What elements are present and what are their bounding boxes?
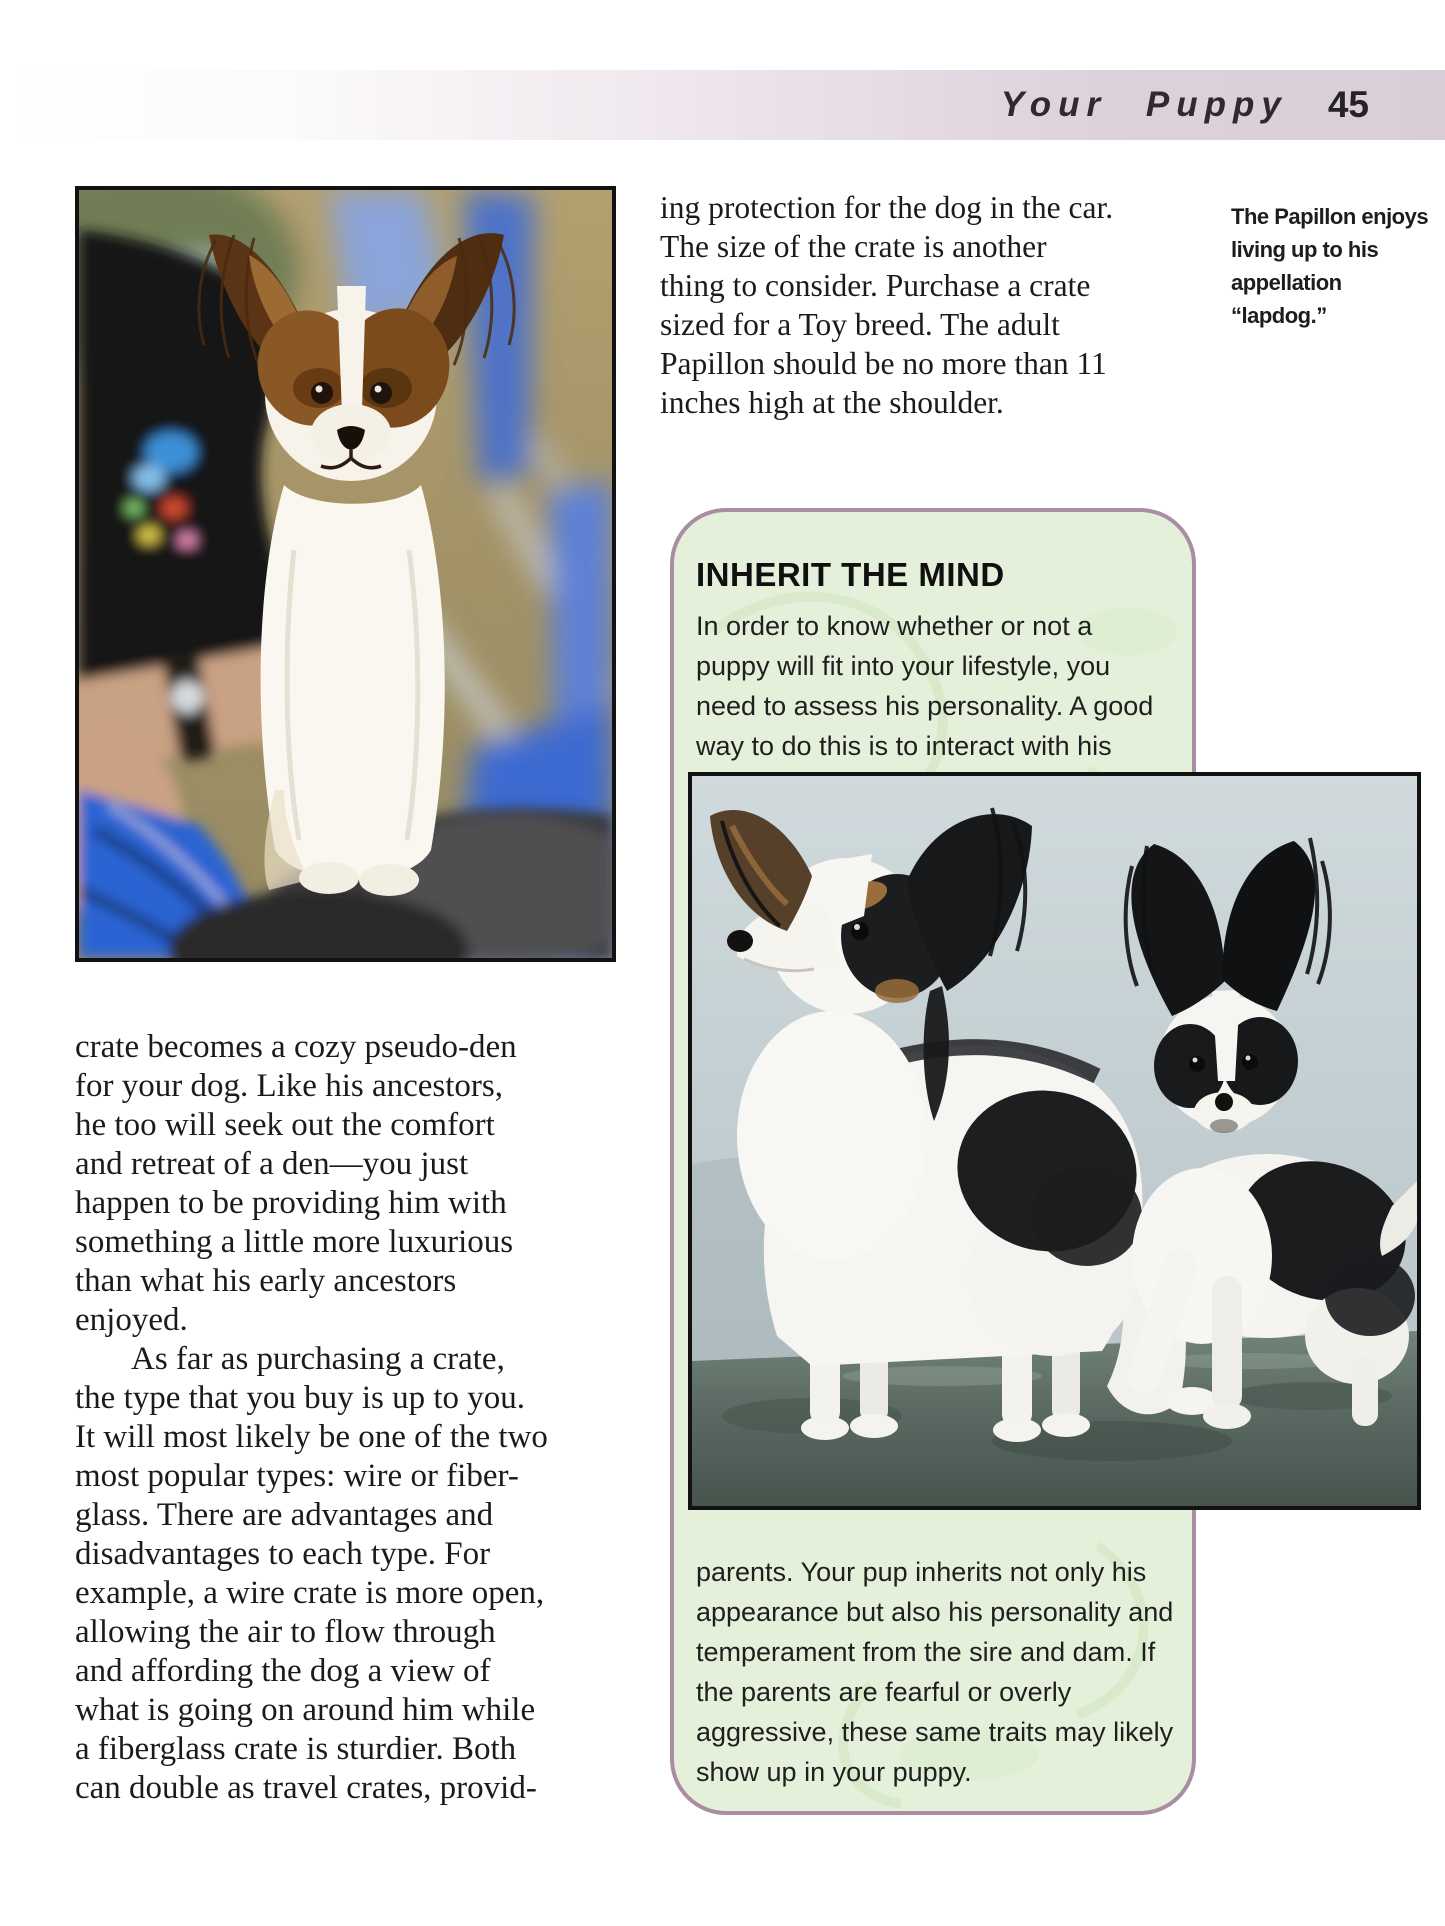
text-line: way to do this is to interact with his — [696, 731, 1112, 761]
text-line: and retreat of a den—you just — [75, 1146, 469, 1182]
text-line: ing protection for the dog in the car. — [660, 190, 1114, 225]
lap-photo-illustration — [79, 190, 612, 958]
text-line: a fiberglass crate is sturdier. Both — [75, 1731, 517, 1767]
text-line: aggressive, these same traits may likely — [696, 1717, 1174, 1747]
text-line: happen to be providing him with — [75, 1185, 507, 1221]
page-header-bar — [0, 70, 1445, 140]
text-line: something a little more luxurious — [75, 1224, 514, 1260]
text-line: The size of the crate is another — [660, 229, 1047, 264]
text-line: the parents are fearful or overly — [696, 1677, 1072, 1707]
text-line: temperament from the sire and dam. If — [696, 1637, 1156, 1667]
text-line: sized for a Toy breed. The adult — [660, 307, 1060, 342]
text-line: the type that you buy is up to you. — [75, 1380, 526, 1416]
left-column-text — [75, 1028, 655, 1808]
text-line: thing to consider. Purchase a crate — [660, 268, 1091, 303]
text-line: “lapdog.” — [1231, 303, 1327, 328]
text-line: need to assess his personality. A good — [696, 691, 1154, 721]
text-line: and affording the dog a view of — [75, 1653, 491, 1689]
text-line: Papillon should be no more than 11 — [660, 346, 1107, 381]
text-line: most popular types: wire or fiber- — [75, 1458, 519, 1494]
text-line: enjoyed. — [75, 1302, 188, 1338]
pair-photo-illustration — [692, 776, 1417, 1506]
text-line: can double as travel crates, provid- — [75, 1770, 537, 1806]
page-title: Your Puppy — [1000, 85, 1288, 124]
text-line: for your dog. Like his ancestors, — [75, 1068, 503, 1104]
inherit-box-paragraph-1 — [696, 606, 1182, 766]
text-line: than what his early ancestors — [75, 1263, 457, 1299]
text-line: As far as purchasing a crate, — [131, 1341, 505, 1377]
text-line: what is going on around him while — [75, 1692, 536, 1728]
text-line: puppy will fit into your lifestyle, you — [696, 651, 1111, 681]
page-number: 45 — [1327, 84, 1369, 125]
text-line: glass. There are advantages and — [75, 1497, 494, 1533]
left-paragraph-2 — [75, 1340, 655, 1808]
text-line: allowing the air to flow through — [75, 1614, 496, 1650]
inherit-box-title: INHERIT THE MIND — [696, 556, 1005, 593]
text-line: inches high at the shoulder. — [660, 385, 1004, 420]
text-line: appellation — [1231, 270, 1342, 295]
text-line: show up in your puppy. — [696, 1757, 972, 1787]
left-paragraph-1 — [75, 1028, 655, 1340]
text-line: The Papillon enjoys — [1231, 204, 1429, 229]
pair-photo — [688, 772, 1421, 1510]
text-line: example, a wire crate is more open, — [75, 1575, 545, 1611]
text-line: living up to his — [1231, 237, 1379, 262]
lap-photo — [75, 186, 616, 962]
inherit-box-paragraph-2 — [696, 1552, 1182, 1792]
text-line: he too will seek out the comfort — [75, 1107, 495, 1143]
text-line: parents. Your pup inherits not only his — [696, 1557, 1147, 1587]
text-line: In order to know whether or not a — [696, 611, 1093, 641]
text-line: crate becomes a cozy pseudo-den — [75, 1029, 517, 1065]
text-line: It will most likely be one of the two — [75, 1419, 548, 1455]
right-column-text — [660, 188, 1235, 422]
text-line: disadvantages to each type. For — [75, 1536, 491, 1572]
text-line: appearance but also his personality and — [696, 1597, 1174, 1627]
photo-caption — [1231, 200, 1445, 332]
